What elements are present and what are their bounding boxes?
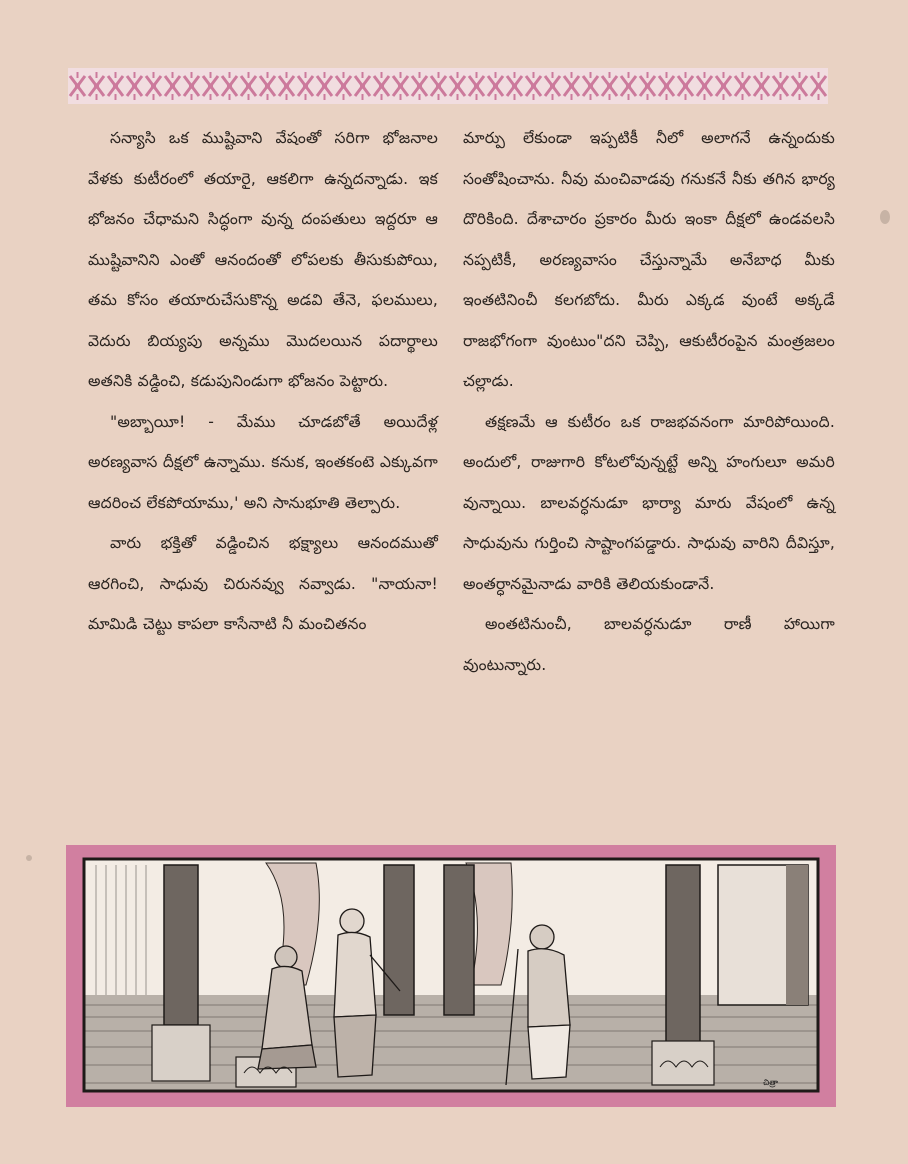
right-text-column	[463, 118, 835, 685]
story-illustration	[66, 845, 836, 1107]
paragraph: వారు భక్తితో వడ్డించిన భక్ష్యాలు ఆనందముతో ఆరగించి, సాధువు చిరునవ్వు నవ్వాడు. "నాయనా! మామిడి చెట్టు కాపలా కాసేనాటి నీ మంచితనం	[88, 534, 438, 633]
decorative-border	[68, 68, 828, 104]
ornament-pattern-icon	[68, 68, 828, 104]
paragraph: తక్షణమే ఆ కుటీరం ఒక రాజభవనంగా మారిపోయింది. అందులో, రాజుగారి కోటలోవున్నట్టే అన్ని హంగులూ అమరి వున్నాయి. బాలవర్ధనుడూ భార్యా మారు వేషంలో ఉన్న సాధువును గుర్తించి సాష్టాంగపడ్డారు. సాధువు వారిని దీవిస్తూ, అంతర్ధానమైనాడు వారికి తెలియకుండానే.	[463, 412, 835, 593]
paper-speck	[880, 210, 890, 224]
paragraph: అంతటినుంచీ, బాలవర్ధనుడూ రాణీ హాయిగా వుంటున్నారు.	[463, 615, 835, 674]
paragraph: సన్యాసి ఒక ముష్టివాని వేషంతో సరిగా భోజనాల వేళకు కుటీరంలో తయారై, ఆకలిగా ఉన్నదన్నాడు. ఇక భోజనం చేధామని సిద్ధంగా వున్న దంపతులు ఇద్దరూ ఆ ముష్టివానిని ఎంతో ఆనందంతో లోపలకు తీసుకుపోయి, తమ కోసం తయారుచేసుకొన్న అడవి తేనె, ఫలములు, వెదురు బియ్యపు అన్నము మొదలయిన పదార్థాలు అతనికి వడ్డించి, కడుపునిండుగా భోజనం పెట్టారు.	[88, 129, 438, 390]
paper-speck	[26, 855, 32, 861]
palace-scene-icon	[66, 845, 836, 1107]
left-text-column	[88, 118, 438, 645]
paragraph: మార్పు లేకుండా ఇప్పటికీ నీలో అలాగనే ఉన్నందుకు సంతోషించాను. నీవు మంచివాడవు గనుకనే నీకు తగిన భార్య దొరికింది. దేశాచారం ప్రకారం మీరు ఇంకా దీక్షలో ఉండవలసి నప్పటికీ, అరణ్యవాసం చేస్తున్నామే అనేబాధ మీకు ఇంతటినించీ కలగబోదు. మీరు ఎక్కడ వుంటే అక్కడే రాజభోగంగా వుంటుం"దని చెప్పి, ఆకుటీరంపైన మంత్రజలం చల్లాడు.	[463, 129, 835, 390]
paragraph: "అబ్బాయీ! - మేము చూడబోతే అయిదేళ్ల అరణ్యవాస దీక్షలో ఉన్నాము. కనుక, ఇంతకంటె ఎక్కువగా ఆదరించ లేకపోయాము,' అని సానుభూతి తెల్పారు.	[88, 412, 438, 512]
artist-signature: చిత్రా	[763, 1078, 778, 1087]
